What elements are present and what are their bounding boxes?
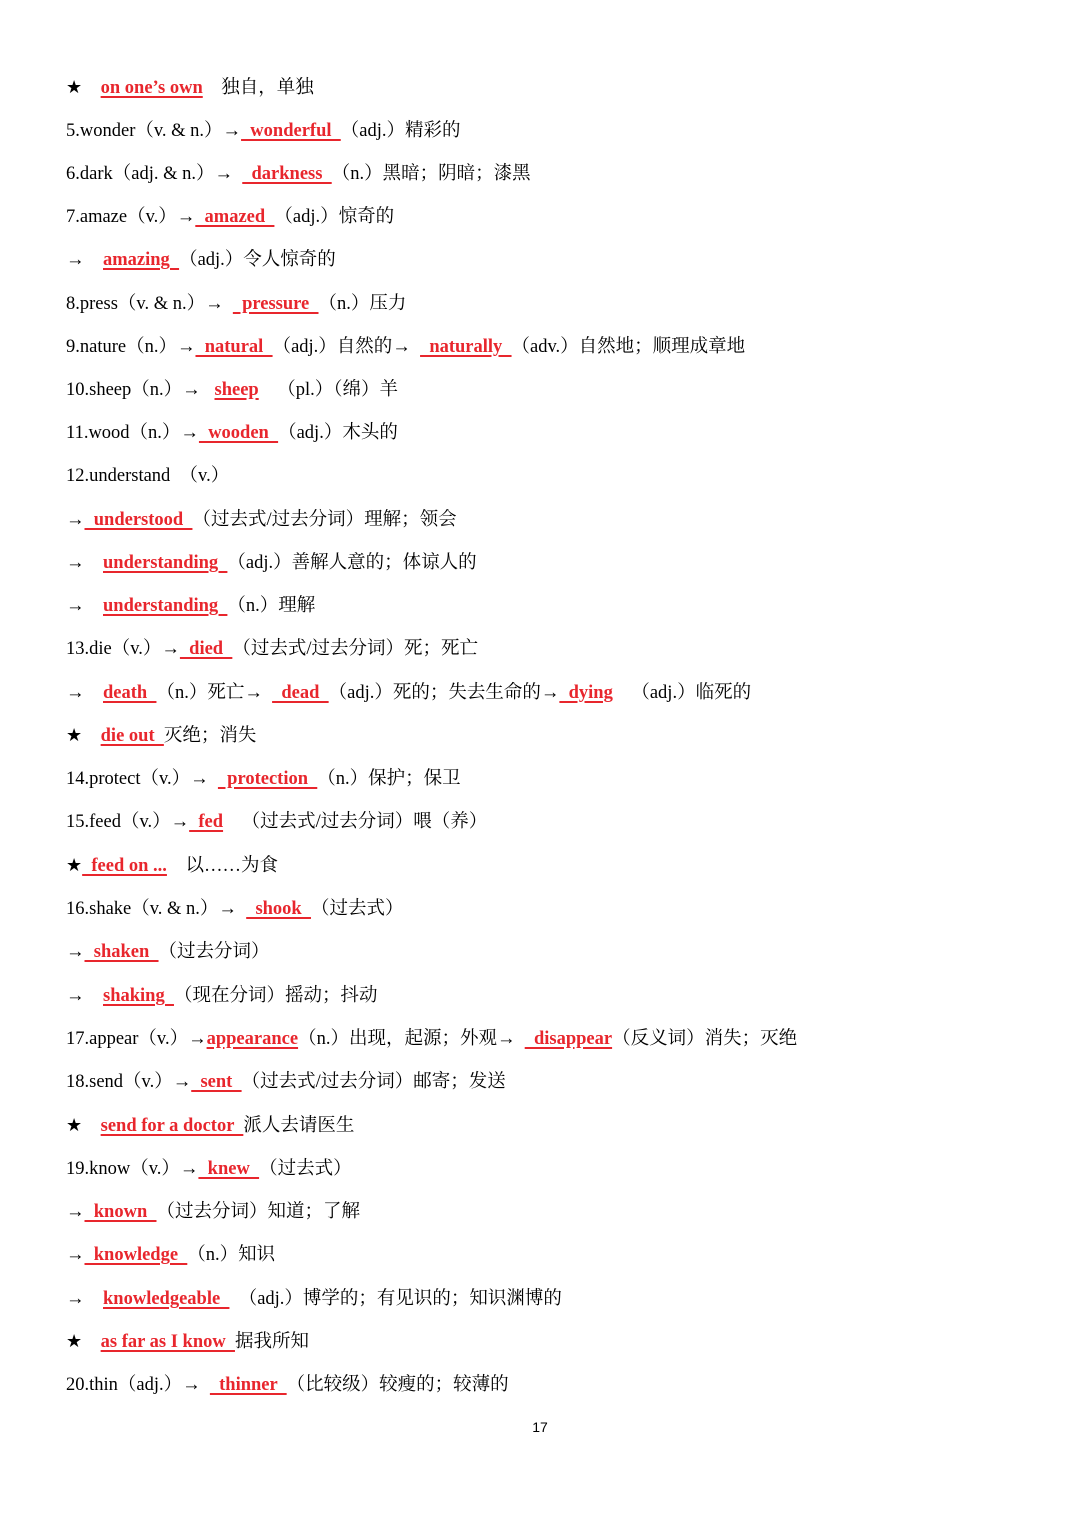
star-icon: ★: [66, 725, 83, 746]
answer-word: shaken: [84, 942, 159, 962]
answer-word: as far as I know: [100, 1332, 235, 1352]
vocab-line: [66, 159, 531, 189]
line-text: 14.protect（v.）→: [66, 769, 218, 789]
line-text: （adv.）自然地；顺理成章地: [511, 337, 746, 357]
line-text: （adj.）博学的；有见识的；知识渊博的: [229, 1289, 562, 1309]
line-text: 9.nature（n.）→: [66, 337, 196, 357]
answer-word: pressure: [232, 294, 319, 314]
answer-word: dead: [272, 683, 329, 703]
line-text: 20.thin（adj.）→: [66, 1375, 210, 1395]
line-text: [82, 1116, 101, 1136]
line-text: （反义词）消失；灭绝: [612, 1029, 798, 1049]
line-text: （过去分词）: [158, 942, 270, 962]
vocab-line: [66, 981, 377, 1011]
answer-word: natural: [195, 337, 273, 357]
answer-word: shook: [246, 899, 311, 919]
line-text: →: [66, 1245, 85, 1265]
answer-word: understood: [84, 510, 193, 530]
vocab-line: [66, 1067, 506, 1097]
answer-word: sent: [191, 1072, 242, 1092]
line-text: （adj.）木头的: [278, 423, 398, 443]
line-text: →: [66, 596, 103, 616]
line-text: →: [66, 986, 103, 1006]
line-text: 以……为食: [166, 856, 278, 876]
vocab-line: [66, 1024, 797, 1054]
line-text: （过去式）: [310, 899, 404, 919]
vocab-line: [66, 1370, 509, 1400]
line-text: （adj.）惊奇的: [274, 207, 395, 227]
star-icon: ★: [66, 1115, 83, 1136]
star-icon: ★: [66, 1331, 83, 1352]
line-text: （n.）保护；保卫: [317, 769, 461, 789]
answer-word: protection: [217, 769, 318, 789]
answer-word: known: [84, 1202, 157, 1222]
vocab-line: [66, 1154, 352, 1184]
answer-word: amazing: [103, 250, 180, 270]
line-text: [82, 78, 101, 98]
answer-word: send for a doctor: [100, 1116, 244, 1136]
answer-word: darkness: [242, 164, 332, 184]
line-text: 12.understand （v.）: [66, 466, 230, 486]
vocab-line: [66, 505, 457, 535]
answer-word: disappear: [524, 1029, 613, 1049]
line-text: （过去式/过去分词）理解；领会: [192, 510, 457, 530]
answer-word: on one’s own: [100, 78, 203, 98]
answer-word: thinner: [209, 1375, 287, 1395]
answer-word: feed on ...: [82, 856, 167, 876]
line-text: （adj.）精彩的: [340, 121, 461, 141]
vocab-line: [66, 721, 256, 751]
answer-word: die out: [100, 726, 164, 746]
line-text: →: [66, 510, 85, 530]
vocab-line: [66, 1327, 309, 1357]
line-text: （过去分词）知道；了解: [156, 1202, 360, 1222]
line-text: 11.wood（n.）→: [66, 423, 199, 443]
answer-word: died: [179, 639, 233, 659]
vocab-line: [66, 1284, 562, 1314]
line-text: 13.die（v.）→: [66, 639, 180, 659]
line-text: （n.）压力: [318, 294, 407, 314]
line-text: （adj.）善解人意的；体谅人的: [227, 553, 477, 573]
vocab-line: [66, 332, 745, 362]
line-text: →: [66, 942, 85, 962]
line-text: 灭绝；消失: [163, 726, 257, 746]
line-text: →: [66, 250, 103, 270]
line-text: 10.sheep（n.）→: [66, 380, 215, 400]
vocab-line: [66, 73, 314, 103]
line-text: [82, 1332, 101, 1352]
line-text: 6.dark（adj. & n.）→: [66, 164, 243, 184]
line-text: （pl.）（绵）羊: [258, 380, 398, 400]
vocab-line: [66, 807, 487, 837]
vocab-line: [66, 591, 315, 621]
line-text: （adj.）自然的→: [272, 337, 421, 357]
page-number: 17: [532, 1419, 548, 1435]
line-text: （adj.）令人惊奇的: [179, 250, 336, 270]
line-text: （n.）出现，起源；外观→: [298, 1029, 525, 1049]
vocab-line: [66, 461, 229, 491]
vocab-line: [66, 764, 461, 794]
vocab-line: [66, 1197, 360, 1227]
line-text: →: [66, 1289, 103, 1309]
vocab-line: [66, 202, 394, 232]
line-text: 16.shake（v. & n.）→: [66, 899, 247, 919]
line-text: （比较级）较瘦的；较薄的: [286, 1375, 509, 1395]
line-text: （adj.）临死的: [612, 683, 752, 703]
vocab-line: [66, 418, 398, 448]
line-text: （n.）死亡→: [156, 683, 273, 703]
vocab-line: [66, 1111, 354, 1141]
star-icon: ★: [66, 77, 83, 98]
line-text: （现在分词）摇动；抖动: [173, 986, 378, 1006]
line-text: （n.）知识: [187, 1245, 276, 1265]
line-text: 独自，单独: [202, 78, 314, 98]
vocab-line: [66, 937, 270, 967]
line-text: （过去式/过去分词）喂（养）: [223, 812, 488, 832]
answer-word: wooden: [198, 423, 279, 443]
vocab-line: [66, 851, 278, 881]
answer-word: wonderful: [241, 121, 341, 141]
answer-word: knowledge: [84, 1245, 188, 1265]
vocab-line: [66, 894, 403, 924]
vocab-line: [66, 375, 398, 405]
line-text: [82, 726, 101, 746]
line-text: （adj.）死的；失去生命的→: [328, 683, 560, 703]
line-text: 据我所知: [234, 1332, 309, 1352]
line-text: →: [66, 683, 103, 703]
answer-word: death: [103, 683, 157, 703]
answer-word: naturally: [420, 337, 512, 357]
answer-word: dying: [559, 683, 613, 703]
line-text: 17.appear（v.）→: [66, 1029, 207, 1049]
answer-word: knowledgeable: [103, 1289, 230, 1309]
answer-word: understanding: [103, 553, 228, 573]
line-text: 18.send（v.）→: [66, 1072, 192, 1092]
line-text: →: [66, 553, 103, 573]
line-text: →: [66, 1202, 85, 1222]
vocab-line: [66, 245, 336, 275]
line-text: （过去式）: [259, 1159, 352, 1179]
answer-word: sheep: [214, 380, 259, 400]
line-text: 15.feed（v.）→: [66, 812, 190, 832]
answer-word: shaking: [103, 986, 174, 1006]
answer-word: appearance: [206, 1029, 299, 1049]
line-text: 19.know（v.）→: [66, 1159, 199, 1179]
answer-word: fed: [189, 812, 224, 832]
line-text: 7.amaze（v.）→: [66, 207, 196, 227]
vocab-line: [66, 116, 460, 146]
vocab-line: [66, 678, 751, 708]
vocab-line: [66, 634, 478, 664]
line-text: （过去式/过去分词）死；死亡: [232, 639, 478, 659]
star-icon: ★: [66, 855, 83, 876]
line-text: 派人去请医生: [243, 1116, 355, 1136]
vocab-line: [66, 289, 406, 319]
line-text: （n.）黑暗；阴暗；漆黑: [331, 164, 531, 184]
answer-word: knew: [198, 1159, 260, 1179]
line-text: （过去式/过去分词）邮寄；发送: [241, 1072, 506, 1092]
line-text: （n.）理解: [227, 596, 316, 616]
vocab-line: [66, 1240, 275, 1270]
answer-word: amazed: [195, 207, 275, 227]
vocab-line: [66, 548, 477, 578]
line-text: 8.press（v. & n.）→: [66, 294, 233, 314]
line-text: 5.wonder（v. & n.）→: [66, 121, 242, 141]
answer-word: understanding: [103, 596, 228, 616]
